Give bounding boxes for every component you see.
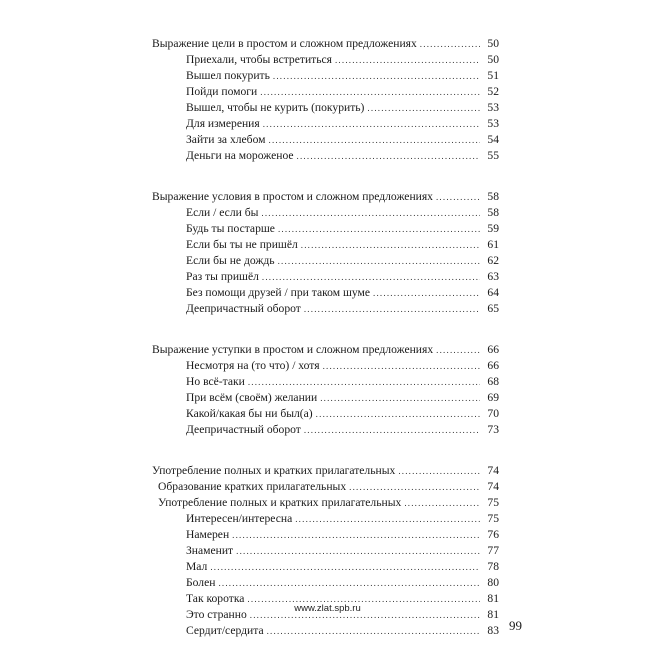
toc-entry-page: 65 [487, 302, 499, 315]
toc-section [0, 36, 655, 164]
toc-entry-title: Если бы не дождь [186, 254, 275, 267]
toc-entry-page: 76 [487, 528, 499, 541]
toc-entry [186, 132, 499, 148]
toc-entry-page: 58 [487, 206, 499, 219]
toc-entry-title: Какой/какая бы ни был(а) [186, 407, 313, 420]
dot-leader [210, 559, 480, 575]
toc-entry-page: 83 [487, 624, 499, 637]
toc-entry-title: Сердит/сердита [186, 624, 264, 637]
toc-entry-page: 74 [487, 464, 499, 477]
toc-entry-title: Приехали, чтобы встретиться [186, 53, 332, 66]
toc-chapter-entry [152, 342, 499, 358]
toc-chapter-entry [152, 189, 499, 205]
dot-leader [316, 406, 480, 422]
toc-entry [186, 52, 499, 68]
dot-leader [278, 221, 480, 237]
toc-chapter-entry [152, 463, 499, 479]
toc-entry [186, 205, 499, 221]
toc-entry [186, 301, 499, 317]
toc-entry [186, 148, 499, 164]
toc-entry-title: Болен [186, 576, 216, 589]
toc-entry-page: 73 [487, 423, 499, 436]
toc-entry-title: Несмотря на (то что) / хотя [186, 359, 320, 372]
toc-entry-title: Выражение условия в простом и сложном предложениях [152, 190, 433, 203]
toc-entry-title: Зайти за хлебом [186, 133, 266, 146]
toc-entry-title: Раз ты пришёл [186, 270, 259, 283]
toc-entry-page: 50 [487, 37, 499, 50]
toc-entry-page: 64 [487, 286, 499, 299]
toc-entry-title: Образование кратких прилагательных [158, 480, 347, 493]
toc-entry [186, 406, 499, 422]
toc-entry-title: Вышел покурить [186, 69, 270, 82]
dot-leader [278, 253, 480, 269]
toc-entry-page: 69 [487, 391, 499, 404]
toc-entry-page: 51 [487, 69, 499, 82]
dot-leader [232, 527, 480, 543]
dot-leader [301, 237, 480, 253]
toc-entry [186, 116, 499, 132]
toc-entry-title: При всём (своём) желании [186, 391, 318, 404]
toc-entry-page: 75 [487, 512, 499, 525]
dot-leader [267, 623, 480, 639]
toc-entry-page: 77 [487, 544, 499, 557]
toc-entry-title: Интересен/интересна [186, 512, 293, 525]
dot-leader [269, 132, 481, 148]
toc-entry-title: Если бы ты не пришёл [186, 238, 298, 251]
toc-entry-page: 74 [487, 480, 499, 493]
dot-leader [323, 358, 480, 374]
toc-entry-page: 53 [487, 117, 499, 130]
toc-entry [186, 543, 499, 559]
toc-entry [186, 623, 499, 639]
toc-entry-title: Пойди помоги [186, 85, 258, 98]
dot-leader [436, 342, 480, 358]
toc-entry [186, 237, 499, 253]
toc-entry-page: 54 [487, 133, 499, 146]
publisher-url: www.zlat.spb.ru [294, 603, 361, 614]
dot-leader [349, 479, 480, 495]
dot-leader [248, 374, 480, 390]
dot-leader [335, 52, 480, 68]
toc-entry-page: 53 [487, 101, 499, 114]
dot-leader [262, 269, 480, 285]
toc-section [0, 342, 655, 438]
toc-entry-page: 70 [487, 407, 499, 420]
toc-entry [186, 511, 499, 527]
toc-entry [186, 527, 499, 543]
toc-entry-title: Мал [186, 560, 208, 573]
toc-entry-page: 59 [487, 222, 499, 235]
toc-entry [186, 285, 499, 301]
toc-entry [186, 84, 499, 100]
toc-entry-page: 55 [487, 149, 499, 162]
dot-leader [236, 543, 480, 559]
toc-entry-page: 68 [487, 375, 499, 388]
toc-entry-title: Деепричастный оборот [186, 423, 301, 436]
toc-entry [158, 495, 499, 511]
dot-leader [404, 495, 480, 511]
toc-entry-page: 63 [487, 270, 499, 283]
dot-leader [373, 285, 480, 301]
toc-section [0, 189, 655, 317]
toc-entry [186, 358, 499, 374]
toc-entry-title: Так коротка [186, 592, 245, 605]
toc-entry-title: Употребление полных и кратких прилагательных [152, 464, 396, 477]
toc-entry-title: Будь ты постарше [186, 222, 275, 235]
dot-leader [367, 100, 480, 116]
toc-entry [186, 100, 499, 116]
dot-leader [218, 575, 480, 591]
toc-chapter-entry [152, 36, 499, 52]
toc-entry [186, 221, 499, 237]
dot-leader [320, 390, 480, 406]
toc-entry-title: Употребление полных и кратких прилагательных [158, 496, 402, 509]
dot-leader [304, 422, 480, 438]
toc-entry-title: Если / если бы [186, 206, 259, 219]
toc-entry-page: 66 [487, 359, 499, 372]
page-number: 99 [509, 618, 522, 633]
dot-leader [297, 148, 480, 164]
toc-entry-title: Вышел, чтобы не курить (покурить) [186, 101, 365, 114]
table-of-contents [0, 36, 655, 664]
toc-entry-page: 81 [487, 608, 499, 621]
toc-entry-page: 58 [487, 190, 499, 203]
toc-entry-page: 52 [487, 85, 499, 98]
toc-entry-title: Но всё-таки [186, 375, 245, 388]
dot-leader [261, 205, 480, 221]
dot-leader [260, 84, 480, 100]
toc-entry-title: Знаменит [186, 544, 234, 557]
toc-entry [186, 253, 499, 269]
toc-entry-title: Для измерения [186, 117, 260, 130]
toc-entry-page: 62 [487, 254, 499, 267]
toc-entry-title: Деепричастный оборот [186, 302, 301, 315]
toc-entry-page: 81 [487, 592, 499, 605]
toc-entry-page: 80 [487, 576, 499, 589]
toc-entry-title: Выражение уступки в простом и сложном предложениях [152, 343, 434, 356]
toc-entry [186, 269, 499, 285]
toc-entry-title: Деньги на мороженое [186, 149, 294, 162]
dot-leader [295, 511, 480, 527]
toc-entry [186, 422, 499, 438]
toc-entry-title: Выражение цели в простом и сложном предложениях [152, 37, 417, 50]
toc-entry-page: 75 [487, 496, 499, 509]
toc-entry [186, 68, 499, 84]
dot-leader [420, 36, 480, 52]
toc-entry-title: Без помощи друзей / при таком шуме [186, 286, 371, 299]
dot-leader [398, 463, 480, 479]
dot-leader [263, 116, 480, 132]
dot-leader [436, 189, 480, 205]
toc-entry-page: 66 [487, 343, 499, 356]
toc-entry-page: 61 [487, 238, 499, 251]
toc-entry-title: Это странно [186, 608, 247, 621]
dot-leader [304, 301, 480, 317]
toc-entry-page: 50 [487, 53, 499, 66]
toc-entry-title: Намерен [186, 528, 230, 541]
toc-entry [186, 575, 499, 591]
toc-entry [186, 559, 499, 575]
toc-entry-page: 78 [487, 560, 499, 573]
toc-entry [186, 390, 499, 406]
dot-leader [273, 68, 480, 84]
toc-entry [186, 374, 499, 390]
toc-entry [158, 479, 499, 495]
